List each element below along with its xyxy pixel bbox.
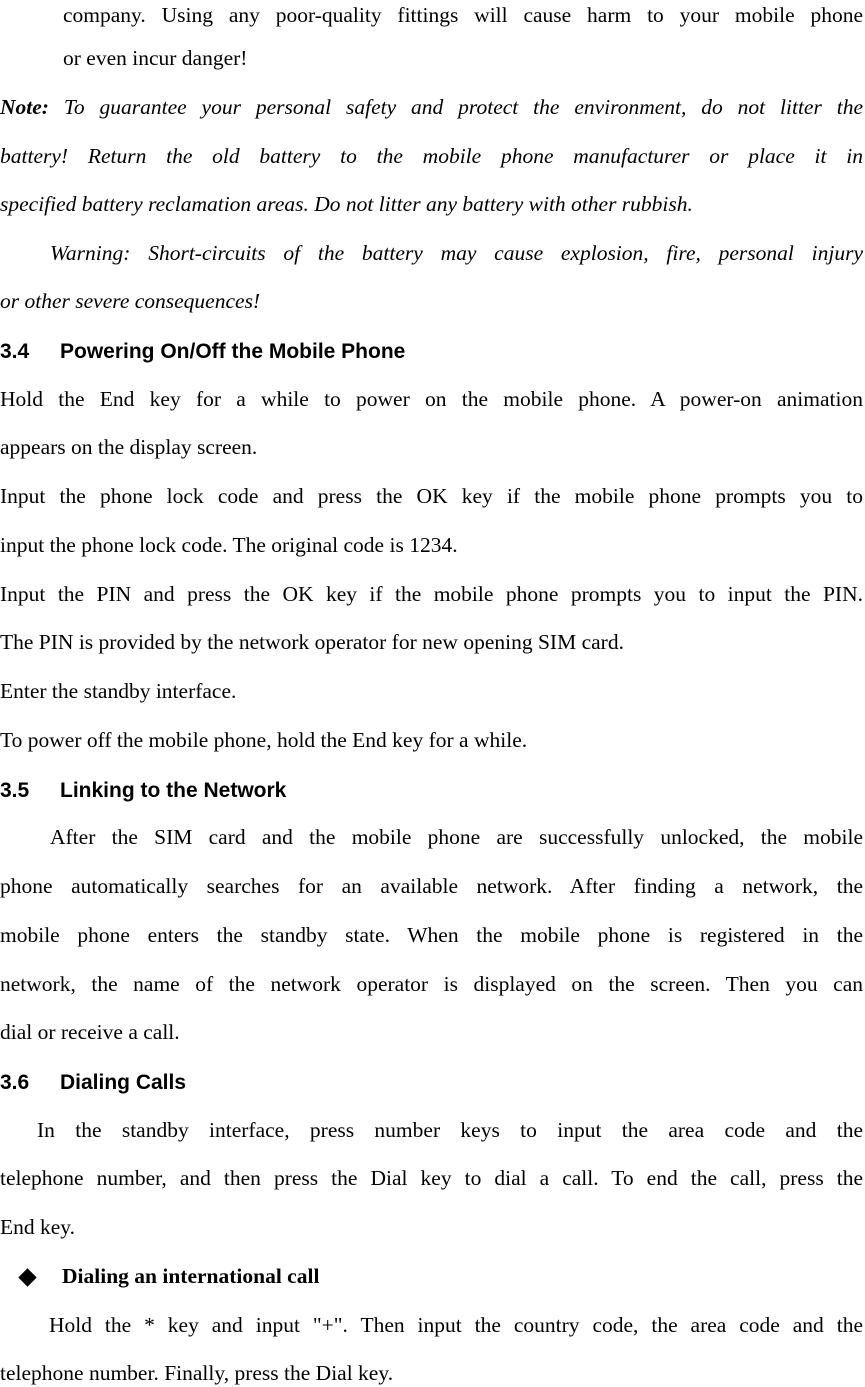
power-p3-line-1: Input the PIN and press the OK key if the mobile phone prompts you to input the PIN. [0, 582, 863, 606]
network-line-3: mobile phone enters the standby state. When the mobile phone is registered in the [0, 923, 863, 947]
section-title: Linking to the Network [60, 779, 287, 802]
note-label: Note: [0, 95, 49, 119]
power-p1-line-2: appears on the display screen. [0, 435, 258, 459]
section-heading-3-5 [0, 780, 286, 801]
power-p3-line-2: The PIN is provided by the network operator for new opening SIM card. [0, 630, 624, 654]
power-p5: To power off the mobile phone, hold the End key for a while. [0, 728, 528, 752]
dialing-line-3: End key. [0, 1215, 76, 1239]
warning-line-2: or other severe consequences! [0, 289, 261, 313]
bullet-title: Dialing an international call [62, 1264, 320, 1288]
fittings-line-1: company. Using any poor-quality fittings will cause harm to your mobile phone [63, 3, 863, 27]
section-heading-3-4 [0, 341, 405, 362]
power-p2-line-1: Input the phone lock code and press the OK key if the mobile phone prompts you to [0, 484, 863, 508]
note-line-3: specified battery reclamation areas. Do not litter any battery with other rubbish. [0, 192, 693, 216]
section-number: 3.6 [0, 1071, 30, 1094]
warning-line-1: Warning: Short-circuits of the battery may cause explosion, fire, personal injury [50, 241, 863, 265]
section-number: 3.4 [0, 340, 30, 363]
section-heading-3-6 [0, 1072, 186, 1093]
power-p2-line-2: input the phone lock code. The original code is 1234. [0, 533, 458, 557]
note-line-2: battery! Return the old battery to the mobile phone manufacturer or place it in [0, 144, 863, 168]
network-line-1: After the SIM card and the mobile phone are successfully unlocked, the mobile [50, 825, 863, 849]
section-number: 3.5 [0, 779, 30, 802]
note-text-1: To guarantee your personal safety and protect the environment, do not litter the [48, 95, 863, 119]
network-line-4: network, the name of the network operator is displayed on the screen. Then you can [0, 972, 863, 996]
section-title: Powering On/Off the Mobile Phone [60, 340, 406, 363]
power-p1-line-1: Hold the End key for a while to power on the mobile phone. A power-on animation [0, 387, 863, 411]
dialing-line-2: telephone number, and then press the Dial key to dial a call. To end the call, press the [0, 1166, 863, 1190]
note-line-1 [0, 97, 863, 119]
power-p4: Enter the standby interface. [0, 679, 237, 703]
diamond-bullet-icon [18, 1268, 36, 1286]
fittings-line-2: or even incur danger! [63, 46, 248, 70]
section-title: Dialing Calls [60, 1071, 187, 1094]
network-line-2: phone automatically searches for an available network. After finding a network, the [0, 874, 863, 898]
network-line-5: dial or receive a call. [0, 1020, 180, 1044]
international-line-2: telephone number. Finally, press the Dial key. [0, 1361, 394, 1385]
dialing-line-1: In the standby interface, press number keys to input the area code and the [37, 1118, 863, 1142]
international-line-1: Hold the * key and input "+". Then input the country code, the area code and the [49, 1313, 863, 1337]
